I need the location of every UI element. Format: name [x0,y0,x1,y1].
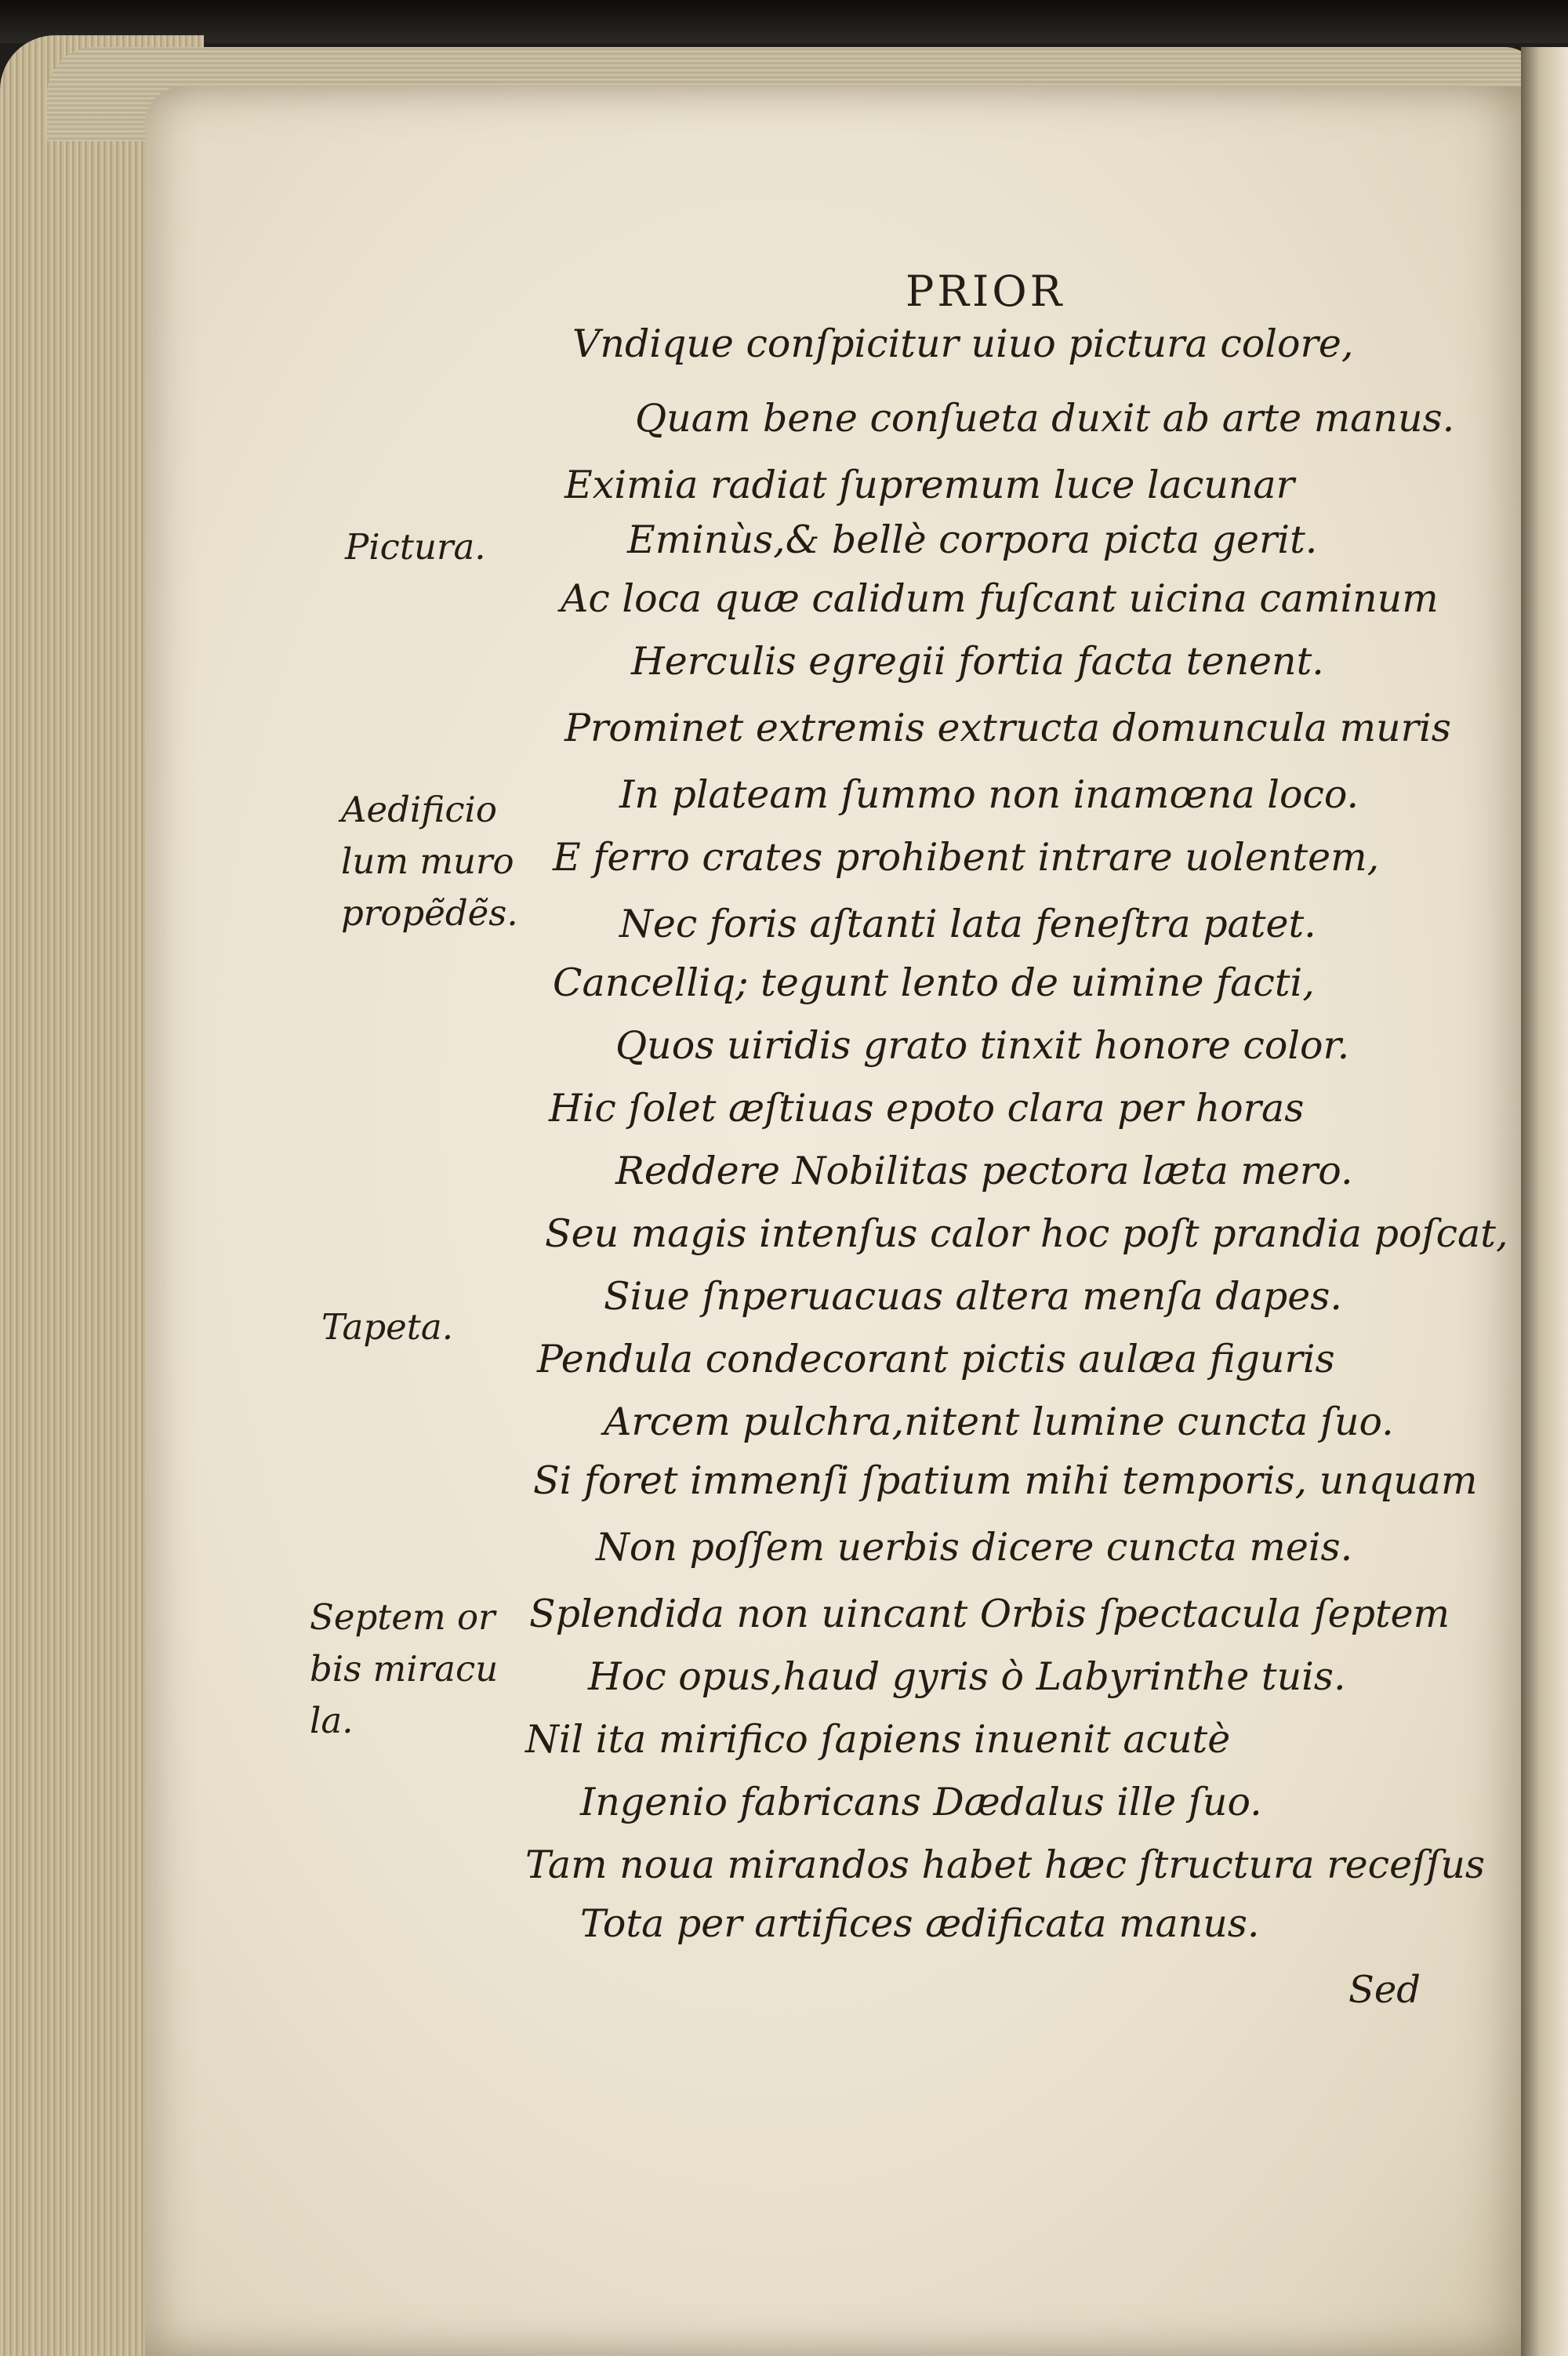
verse-line: Vndique conſpicitur uiuo pictura colore, [572,321,1354,366]
verse-line: Ingenio fabricans Dædalus ille ſuo. [580,1780,1262,1824]
margin-note-pictura: Pictura. [345,526,486,568]
verse-line: Ac loca quæ calidum fuſcant uicina caminum [561,576,1439,621]
verse-line: Pendula condecorant pictis aulæa figuris [537,1337,1335,1381]
verse-line: Eximia radiat ſupremum luce lacunar [564,463,1295,507]
verse-line: Eminùs,& bellè corpora picta gerit. [627,517,1318,562]
running-header: PRIOR [906,267,1065,316]
book-cover-edge [0,0,1568,43]
verse-line: Herculis egregii fortia facta tenent. [631,639,1324,684]
verse-line: Arcem pulchra,nitent lumine cuncta ſuo. [604,1399,1394,1444]
verse-line: Nil ita mirifico ſapiens inuenit acutè [525,1717,1231,1762]
verse-line: Siue ſnperuacuas altera menſa dapes. [604,1274,1342,1319]
verse-line: Tam noua mirandos habet hæc ſtructura receſſus [525,1842,1486,1887]
catchword: Sed [1348,1968,1421,2012]
margin-note-aedificiolum: Aedificio lum muro propẽdẽs. [341,789,518,934]
gutter-fold [1521,47,1568,2356]
verse-line: Tota per artifices ædificata manus. [580,1901,1260,1946]
verse-line: Non poſſem uerbis dicere cuncta meis. [596,1525,1353,1570]
verse-line: Quam bene conſueta duxit ab arte manus. [635,396,1455,441]
verse-line: Hoc opus,haud gyris ò Labyrinthe tuis. [588,1654,1346,1699]
verse-line: Quos uiridis grato tinxit honore color. [615,1023,1350,1068]
verse-line: Splendida non uincant Orbis ſpectacula ſeptem [529,1592,1450,1636]
verse-line: Cancelliq; tegunt lento de uimine facti, [553,960,1315,1005]
margin-note-septem-miracula: Septem or bis miracu la. [310,1596,499,1741]
verse-line: Reddere Nobilitas pectora læta mero. [615,1149,1353,1193]
margin-note-tapeta: Tapeta. [321,1306,454,1348]
verse-line: Hic ſolet æſtiuas epoto clara per horas [549,1086,1305,1131]
verse-line: Seu magis intenſus calor hoc poſt prandia poſcat, [545,1211,1508,1256]
verse-line: E ferro crates prohibent intrare uolentem, [553,835,1380,880]
verse-line: Nec foris aſtanti lata feneſtra patet. [619,902,1316,946]
verse-line: Si foret immenſi ſpatium mihi temporis, unquam [533,1458,1478,1503]
verse-line: Prominet extremis extructa domuncula muris [564,706,1451,750]
verse-line: In plateam ſummo non inamœna loco. [619,772,1359,817]
